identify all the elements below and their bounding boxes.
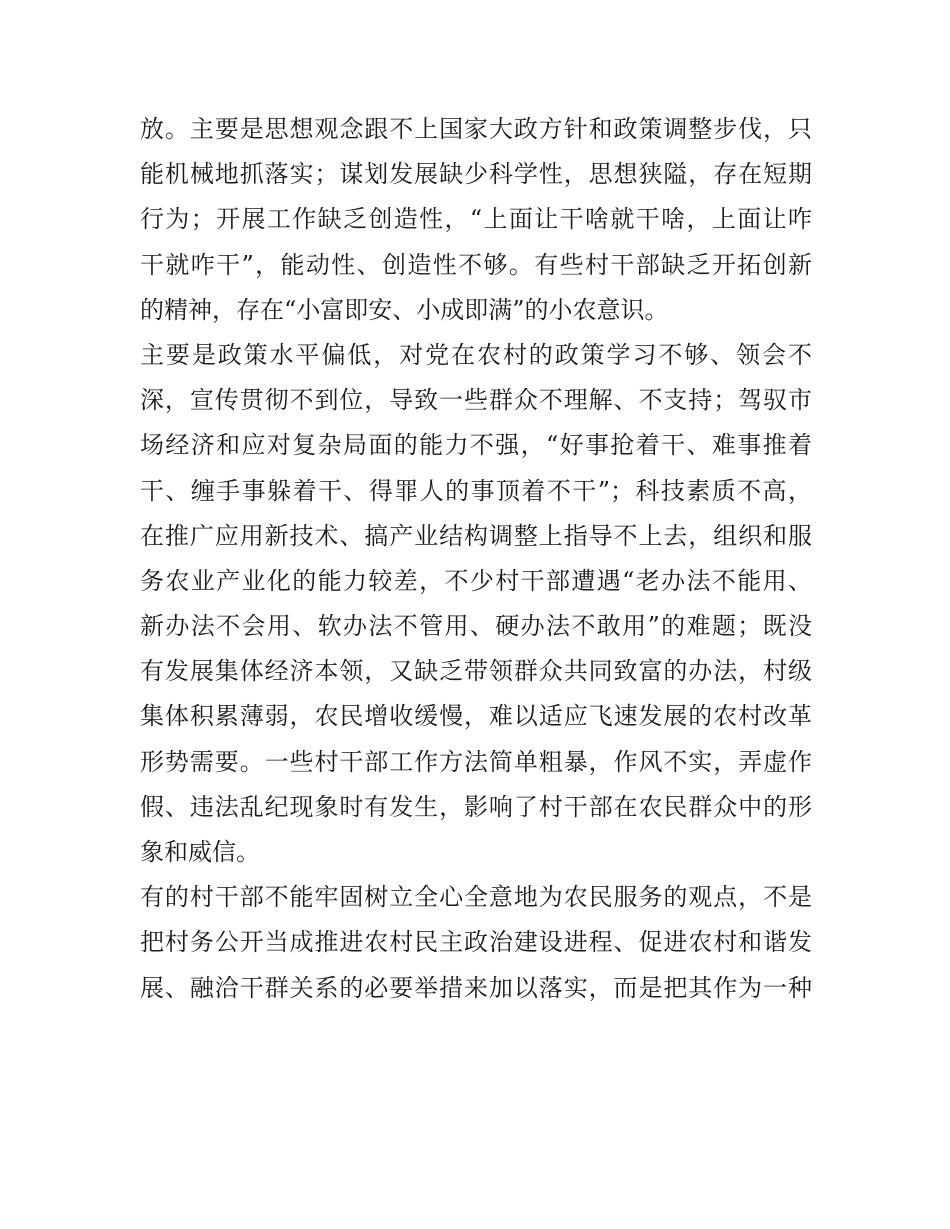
text-line: 能机械地抓落实；谋划发展缺少科学性，思想狭隘，存在短期 [140,160,812,189]
text-line: 主要是政策水平偏低，对党在农村的政策学习不够、领会不 [140,340,812,369]
text-line: 有发展集体经济本领，又缺乏带领群众共同致富的办法，村级 [140,657,812,686]
text-line: 在推广应用新技术、搞产业结构调整上指导不上去，组织和服 [140,521,812,550]
document-body [140,107,812,1011]
text-line: 深，宣传贯彻不到位，导致一些群众不理解、不支持；驾驭市 [140,386,812,415]
text-line: 场经济和应对复杂局面的能力不强，“好事抢着干、难事推着 [140,431,812,460]
text-line: 形势需要。一些村干部工作方法简单粗暴，作风不实，弄虚作 [140,747,812,776]
text-line: 的精神，存在“小富即安、小成即满”的小农意识。 [140,295,669,324]
paragraph-3 [140,875,812,1011]
text-line: 展、融洽干群关系的必要举措来加以落实，而是把其作为一种 [140,973,812,1002]
text-line: 集体积累薄弱，农民增收缓慢，难以适应飞速发展的农村改革 [140,702,812,731]
paragraph-1 [140,107,812,333]
paragraph-2 [140,333,812,875]
text-line: 放。主要是思想观念跟不上国家大政方针和政策调整步伐，只 [140,115,812,143]
text-line: 干、缠手事躲着干、得罪人的事顶着不干”；科技素质不高， [140,476,812,505]
text-line: 有的村干部不能牢固树立全心全意地为农民服务的观点，不是 [140,883,812,912]
text-line: 新办法不会用、软办法不管用、硬办法不敢用”的难题；既没 [140,612,812,641]
text-line: 干就咋干”，能动性、创造性不够。有些村干部缺乏开拓创新 [140,250,812,279]
text-line: 把村务公开当成推进农村民主政治建设进程、促进农村和谐发 [140,928,812,957]
text-line: 行为；开展工作缺乏创造性，“上面让干啥就干啥，上面让咋 [140,205,812,234]
text-line: 务农业产业化的能力较差，不少村干部遭遇“老办法不能用、 [140,566,812,595]
text-line: 象和威信。 [140,838,260,866]
text-line: 假、违法乱纪现象时有发生，影响了村干部在农民群众中的形 [140,792,812,821]
